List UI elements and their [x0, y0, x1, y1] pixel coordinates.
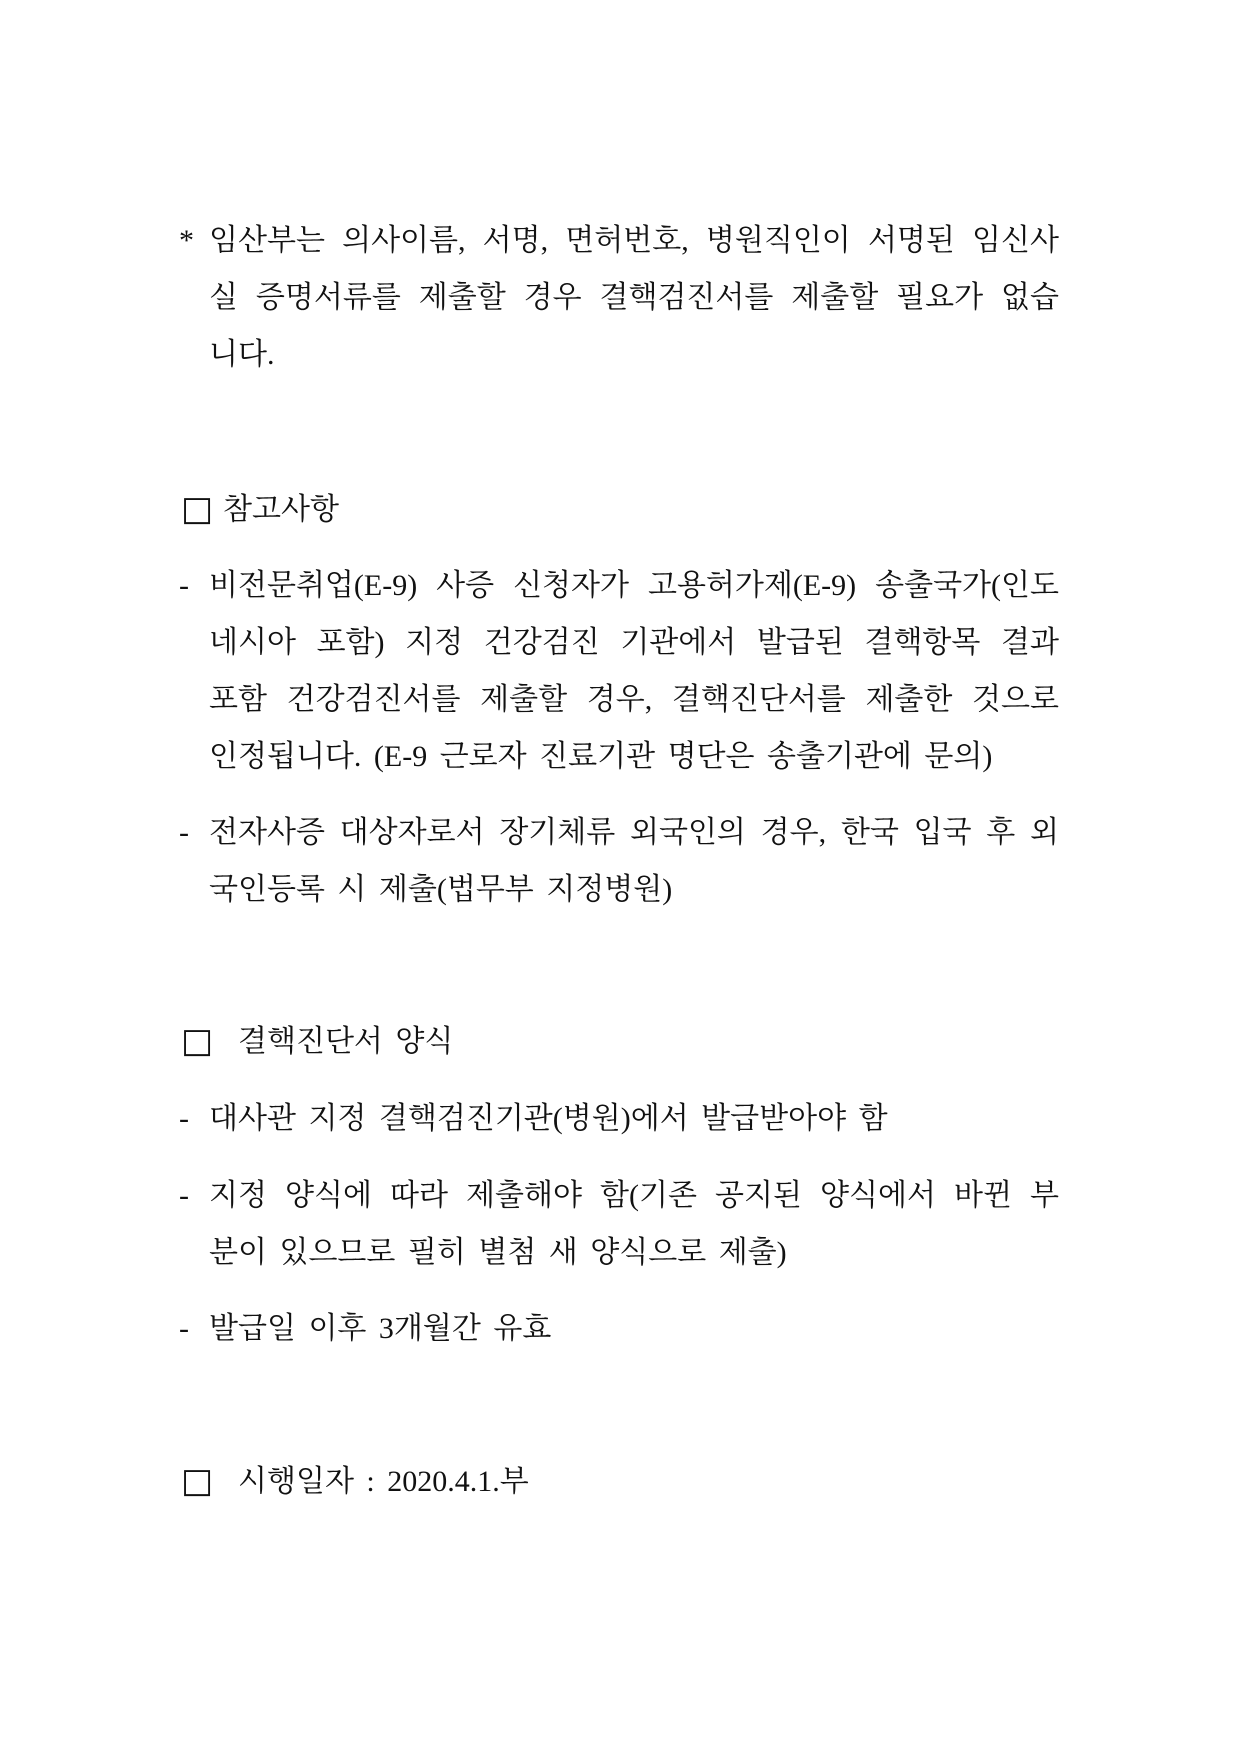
asterisk-marker: * — [179, 224, 194, 257]
effective-date-heading — [0, 1453, 1240, 1510]
item-line: 전자사증 대상자로서 장기체류 외국인의 경우, 한국 입국 후 외 — [209, 816, 1059, 849]
list-item — [179, 1167, 1059, 1281]
dash-marker: - — [179, 569, 189, 602]
list-item-text — [209, 804, 1059, 918]
tb-form-heading-text: 결핵진단서 양식 — [238, 1025, 454, 1058]
pregnancy-note-text — [209, 212, 1059, 383]
item-line: 분이 있으므로 필히 별첨 새 양식으로 제출) — [209, 1236, 787, 1269]
list-item-text — [209, 1300, 1059, 1357]
square-bullet-icon: □ — [181, 1461, 214, 1501]
reference-heading-text: 참고사항 — [223, 493, 339, 526]
item-line: 국인등록 시 제출(법무부 지정병원) — [209, 873, 673, 906]
item-line: 네시아 포함) 지정 건강검진 기관에서 발급된 결핵항목 결과 — [209, 626, 1059, 659]
item-line: 지정 양식에 따라 제출해야 함(기존 공지된 양식에서 바뀐 부 — [209, 1179, 1059, 1212]
note-line: 니다. — [209, 338, 275, 371]
item-line: 인정됩니다. (E-9 근로자 진료기관 명단은 송출기관에 문의) — [209, 740, 993, 773]
item-line: 포함 건강검진서를 제출할 경우, 결핵진단서를 제출한 것으로 — [209, 683, 1059, 716]
label-separator: : — [366, 1465, 375, 1498]
list-item — [179, 557, 1059, 785]
effective-date-label: 시행일자 — [238, 1465, 354, 1498]
list-item — [179, 804, 1059, 918]
reference-section-heading — [0, 481, 1240, 538]
list-item-text — [209, 557, 1059, 785]
note-line: 임산부는 의사이름, 서명, 면허번호, 병원직인이 서명된 임신사 — [209, 224, 1059, 257]
square-bullet-icon: □ — [181, 489, 214, 529]
dash-marker: - — [179, 1312, 189, 1345]
effective-date-line — [238, 1453, 529, 1510]
effective-date-value: 2020.4.1.부 — [387, 1465, 529, 1498]
item-line: 발급일 이후 3개월간 유효 — [209, 1312, 552, 1345]
note-line: 실 증명서류를 제출할 경우 결핵검진서를 제출할 필요가 없습 — [209, 281, 1059, 314]
dash-marker: - — [179, 1179, 189, 1212]
list-item — [179, 1300, 1059, 1357]
dash-marker: - — [179, 816, 189, 849]
dash-marker: - — [179, 1102, 189, 1135]
tb-form-section-heading — [0, 1013, 1240, 1070]
item-line: 비전문취업(E-9) 사증 신청자가 고용허가제(E-9) 송출국가(인도 — [209, 569, 1059, 602]
list-item — [179, 1090, 1059, 1147]
item-line: 대사관 지정 결핵검진기관(병원)에서 발급받아야 함 — [209, 1102, 888, 1135]
list-item-text — [209, 1090, 1059, 1147]
list-item-text — [209, 1167, 1059, 1281]
square-bullet-icon: □ — [181, 1021, 214, 1061]
pregnancy-note — [179, 212, 1059, 383]
